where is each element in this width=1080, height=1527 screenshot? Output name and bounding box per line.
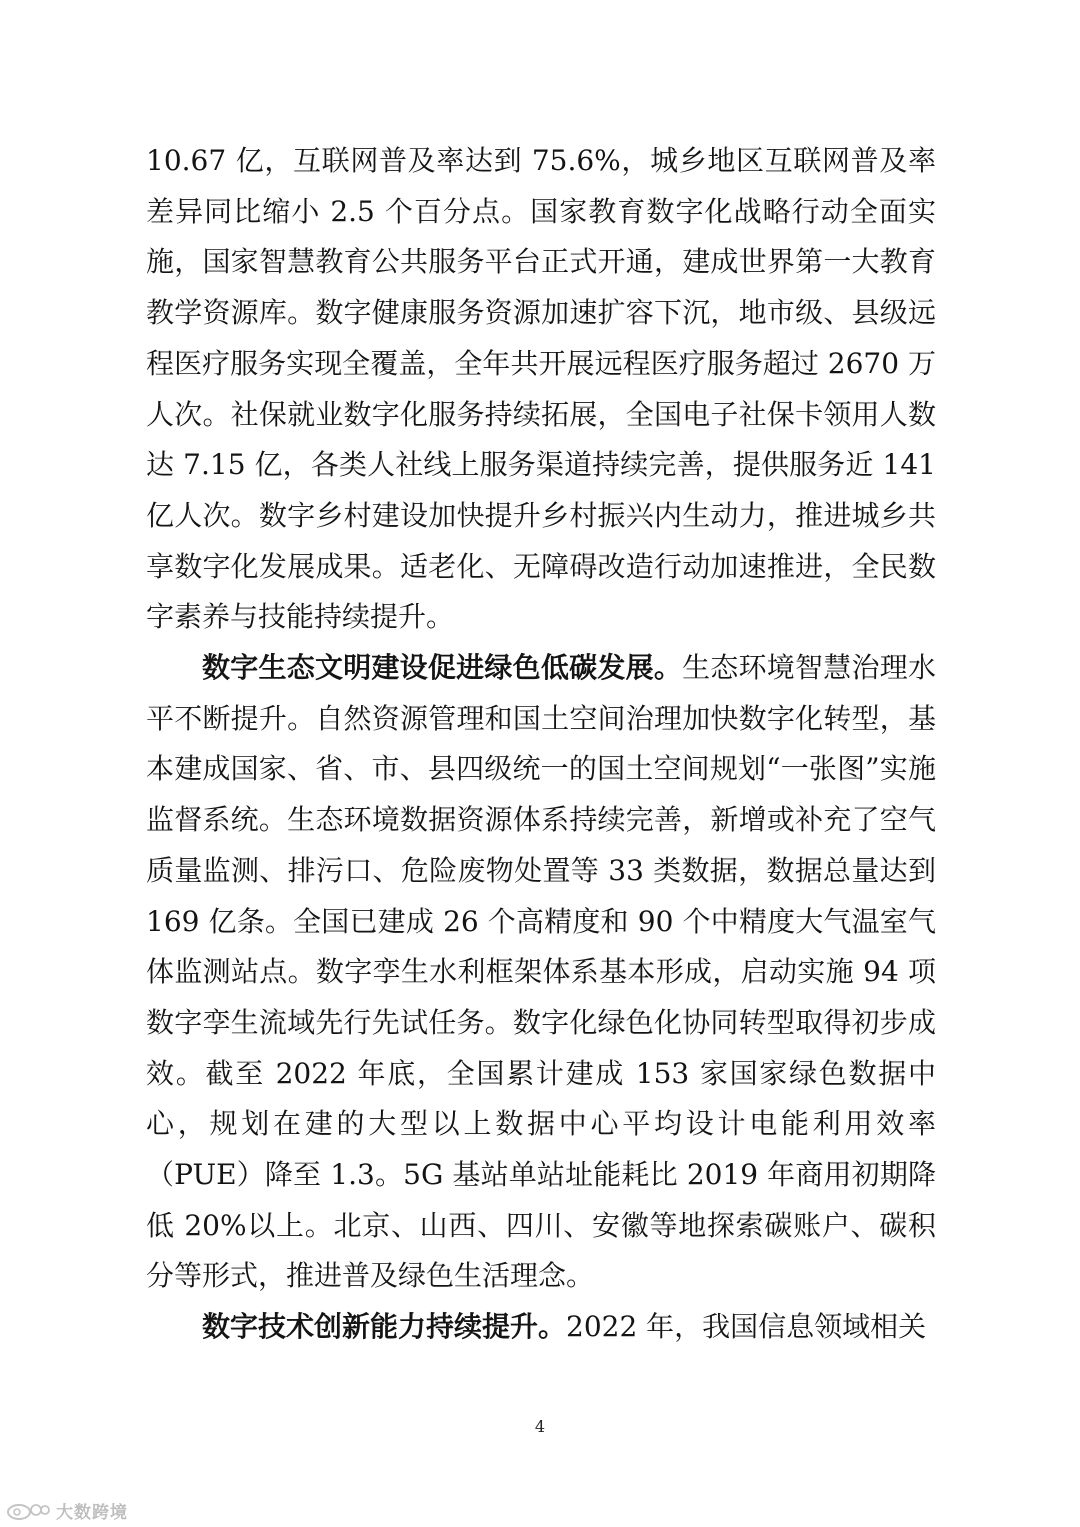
paragraph-2 [146,643,936,1302]
paragraph-2-heading: 数字生态文明建设促进绿色低碳发展。 [202,651,683,685]
paragraph-1-text: 10.67 亿，互联网普及率达到 75.6%，城乡地区互联网普及率差异同比缩小 2.5 个百分点。国家教育数字化战略行动全面实施，国家智慧教育公共服务平台正式开通，建成世界第一大教育教学资源库。数字健康服务资源加速扩容下沉，地市级、县级远程医疗服务实现全覆盖，全年共开展远程医疗服务超过 2670 万人次。社保就业数字化服务持续拓展，全国电子社保卡领用人数达 7.15 亿，各类人社线上服务渠道持续完善，提供服务近 141 亿人次。数字乡村建设加快提升乡村振兴内生动力，推进城乡共享数字化发展成果。适老化、无障碍改造行动加速推进，全民数字素养与技能持续提升。 [146,144,936,634]
watermark-text: 大数跨境 [56,1502,128,1523]
paragraph-1 [146,136,936,643]
weibo-logo-icon [6,1500,50,1520]
page-number: 4 [534,1417,546,1436]
paragraph-3 [146,1302,936,1353]
paragraph-3-text: 2022 年，我国信息领域相关 [566,1310,927,1344]
paragraph-2-text: 生态环境智慧治理水平不断提升。自然资源管理和国土空间治理加快数字化转型，基本建成国家、省、市、县四级统一的国土空间规划“一张图”实施监督系统。生态环境数据资源体系持续完善，新增或补充了空气质量监测、排污口、危险废物处置等 33 类数据，数据总量达到 169 亿条。全国已建成 26 个高精度和 90 个中精度大气温室气体监测站点。数字孪生水利框架体系基本形成，启动实施 94 项数字孪生流域先行先试任务。数字化绿色化协同转型取得初步成效。截至 2022 年底，全国累计建成 153 家国家绿色数据中心，规划在建的大型以上数据中心平均设计电能利用效率（PUE）降至 1.3。5G 基站单站址能耗比 2019 年商用初期降低 20%以上。北京、山西、四川、安徽等地探索碳账户、碳积分等形式，推进普及绿色生活理念。 [146,651,936,1293]
watermark [6,1496,128,1524]
paragraph-3-heading: 数字技术创新能力持续提升。 [202,1310,567,1344]
body-text [146,136,936,1353]
